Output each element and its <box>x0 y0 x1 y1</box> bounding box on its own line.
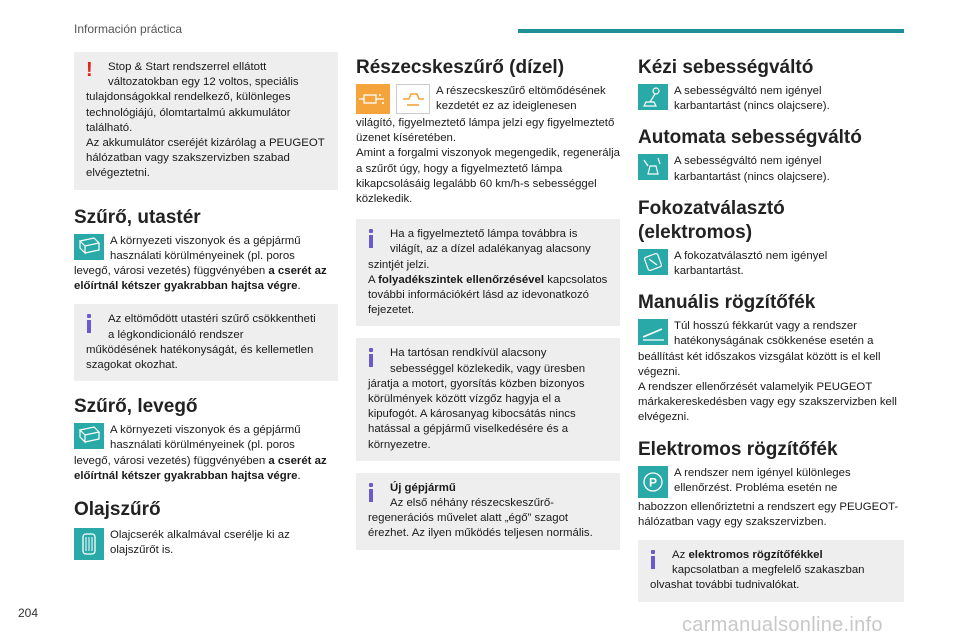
warning-rest: tulajdonságokkal rendelkező, különleges technológiájú, ólomtartalmú akkumulátor található. <box>86 91 291 134</box>
epb-title: Elektromos rögzítőfék <box>638 438 838 460</box>
dpf-line-1: A részecskeszűrő eltömődésének <box>436 85 606 97</box>
dpf-symbol-icon <box>396 84 430 114</box>
dpf-line-2: kezdetét ez az ideiglenesen <box>436 100 577 113</box>
info1-line-1: Ha a figyelmeztető lámpa továbbra is <box>390 228 578 241</box>
cabin-filter-section <box>74 206 338 295</box>
running-header: Información práctica <box>74 22 183 36</box>
page-number: 204 <box>18 606 39 620</box>
air-filter-icon <box>74 423 104 449</box>
cabin-filter-end: . <box>297 280 301 293</box>
column-1 <box>74 52 338 562</box>
warning-p2: Az akkumulátor cseréjét kizárólag a PEUGEOT hálózatban vagy szakszervizben szabad elvégeztetni. <box>86 137 325 180</box>
auto-gearbox-section <box>638 126 904 184</box>
info-icon <box>651 550 655 570</box>
epb-line-2: ellenőrzést. Probléma esetén ne <box>674 481 838 494</box>
epb-info-line-2: kapcsolatban a megfelelő szakaszban <box>672 564 865 577</box>
cabin-filter-icon <box>74 234 104 260</box>
cabin-filter-info-box <box>74 304 338 381</box>
header-accent-bar <box>518 29 904 33</box>
gear-selector-line-2: karbantartást. <box>674 265 744 278</box>
info2-rest: járatja a motort, gyorsítás közben bizonyos körülmények között vízgőz hagyja el a kipufogót. A károsanyag kibocsátás nincs hatással a gépjármű viselkedésére és a környezetre. <box>368 377 585 451</box>
epb-section <box>638 438 904 530</box>
cabin-filter-text <box>74 264 338 294</box>
manual-gearbox-section <box>638 56 904 114</box>
gear-selector-section <box>638 197 904 279</box>
oil-filter-icon <box>74 528 104 560</box>
auto-gearbox-line-2: karbantartást (nincs olajcsere). <box>674 170 830 183</box>
cabin-filter-title: Szűrő, utastér <box>74 206 201 228</box>
oil-filter-title: Olajszűrő <box>74 499 161 521</box>
dpf-title: Részecskeszűrő (dízel) <box>356 57 565 78</box>
gear-selector-title-1: Fokozatválasztó <box>638 197 785 219</box>
warning-line-1: Stop & Start rendszerrel ellátott <box>108 61 267 73</box>
epb-info-bold: elektromos rögzítőfékkel <box>688 549 823 562</box>
dpf-p2: Amint a forgalmi viszonyok megengedik, regenerálja a szűrőt úgy, hogy a figyelmeztető lámpa kikapcsolásáig legalább 60 km/h-s sebességgel közlekedik. <box>356 147 621 206</box>
info1-p2-pre: A <box>368 273 375 286</box>
epb-info-box <box>638 540 904 602</box>
cabin-filter-line-1: A környezeti viszonyok és a gépjármű <box>110 234 301 247</box>
epb-line-1: A rendszer nem igényel különleges <box>674 466 851 479</box>
oil-filter-line-2: olajszűrőt is. <box>110 544 174 557</box>
info2-line-2: sebességgel közlekedik, vagy üresben <box>390 362 586 375</box>
info1-line-2: világít, az a dízel adalékanyag alacsony <box>390 243 591 256</box>
cabin-filter-line-2: használati körülményeinek (pl. poros <box>110 249 295 262</box>
watermark: carmanualsonline.info <box>682 614 883 636</box>
handbrake-rest: beállítást két időszakos vizsgálat között is el kell végezni. <box>638 350 881 378</box>
air-filter-bold: a cserét az előírtnál kétszer gyakrabban hajtsa végre <box>74 454 327 482</box>
epb-info-pre: Az <box>672 549 686 562</box>
column-3 <box>638 52 904 612</box>
info-icon <box>369 229 373 249</box>
parking-brake-p-icon <box>638 466 668 498</box>
handbrake-p2: A rendszer ellenőrzését valamelyik PEUGEOT márkakereskedésben vagy egy szakszervizben kell elvégezni. <box>638 381 897 424</box>
cabin-info-rest: működésének hatékonyságát, és kellemetlen szagokat okozhat. <box>86 343 314 372</box>
gear-selector-icon <box>638 249 668 275</box>
new-vehicle-label: Új gépjármű <box>390 481 456 494</box>
handbrake-line-1: Túl hosszú fékkarút vagy a rendszer <box>674 320 857 333</box>
auto-gearbox-title: Automata sebességváltó <box>638 127 862 149</box>
manual-gearbox-line-1: A sebességváltó nem igényel <box>674 85 822 97</box>
handbrake-line-2: hatékonyságának csökkenése esetén a <box>674 335 874 348</box>
gear-selector-title-2: (elektromos) <box>638 221 753 243</box>
dpf-info-box-3 <box>356 473 620 550</box>
dpf-info-box-2 <box>356 338 620 460</box>
air-filter-line-1: A környezeti viszonyok és a gépjármű <box>110 424 301 437</box>
cabin-info-line-1: Az eltömődött utastéri szűrő csökkentheti <box>108 313 316 326</box>
epb-info-line-1 <box>650 548 894 563</box>
manual-gearbox-title: Kézi sebességváltó <box>638 57 814 78</box>
warning-line-2: változatokban egy 12 voltos, speciális <box>108 76 299 89</box>
warning-icon: ! <box>86 59 93 81</box>
oil-filter-section <box>74 498 338 558</box>
dpf-info-box-1 <box>356 219 620 326</box>
manual-gearbox-line-2: karbantartást (nincs olajcsere). <box>674 100 830 113</box>
svg-text:P: P <box>648 475 658 490</box>
handbrake-icon <box>638 319 668 345</box>
column-2 <box>356 52 620 560</box>
air-filter-rest: levegő, városi vezetés) függvényében <box>74 454 266 467</box>
handbrake-section <box>638 291 904 425</box>
dpf-rest: világító, figyelmeztető lámpa jelzi egy figyelmeztető üzenet kíséretében. <box>356 117 615 145</box>
cabin-filter-bold: a cserét az előírtnál kétszer gyakrabban hajtsa végre <box>74 265 327 293</box>
info3-line-2: Az első néhány részecskeszűrő- <box>390 497 554 510</box>
air-filter-section <box>74 395 338 484</box>
info1-p2 <box>368 273 610 319</box>
dpf-warning-lamp-icon <box>356 84 390 114</box>
air-filter-title: Szűrő, levegő <box>74 396 198 418</box>
gear-lever-icon <box>638 84 668 110</box>
handbrake-title: Manuális rögzítőfék <box>638 292 816 314</box>
battery-warning-box <box>74 52 338 190</box>
info-icon <box>369 483 373 503</box>
gear-selector-line-1: A fokozatválasztó nem igényel <box>674 249 828 262</box>
air-filter-text <box>74 454 338 484</box>
air-filter-end: . <box>297 469 301 482</box>
info2-line-1: Ha tartósan rendkívül alacsony <box>390 347 547 360</box>
info-icon <box>87 314 91 334</box>
epb-info-rest: olvashat további tudnivalókat. <box>650 579 800 592</box>
info1-p2-post: kapcsolatos további információkért lásd az idevonatkozó fejezetet. <box>368 273 608 317</box>
air-filter-line-2: használati körülményeinek (pl. poros <box>110 439 295 452</box>
info3-rest: regenerációs művelet alatt „égő” szagot érezhet. Az ilyen működés teljesen normális. <box>368 512 593 540</box>
info1-p2-bold: folyadékszintek ellenőrzésével <box>378 273 545 286</box>
info1-rest: szintjét jelzi. <box>368 258 430 271</box>
auto-gearbox-icon <box>638 154 668 180</box>
cabin-filter-rest: levegő, városi vezetés) függvényében <box>74 265 266 278</box>
dpf-section <box>356 56 620 207</box>
auto-gearbox-line-1: A sebességváltó nem igényel <box>674 155 822 168</box>
cabin-info-line-2: a légkondicionáló rendszer <box>108 328 244 341</box>
info-icon <box>369 348 373 368</box>
epb-rest: habozzon ellenőriztetni a rendszert egy PEUGEOT-hálózatban vagy egy szakszervizben. <box>638 500 899 528</box>
oil-filter-line-1: Olajcserék alkalmával cserélje ki az <box>110 529 290 542</box>
info3-bold <box>368 481 610 496</box>
